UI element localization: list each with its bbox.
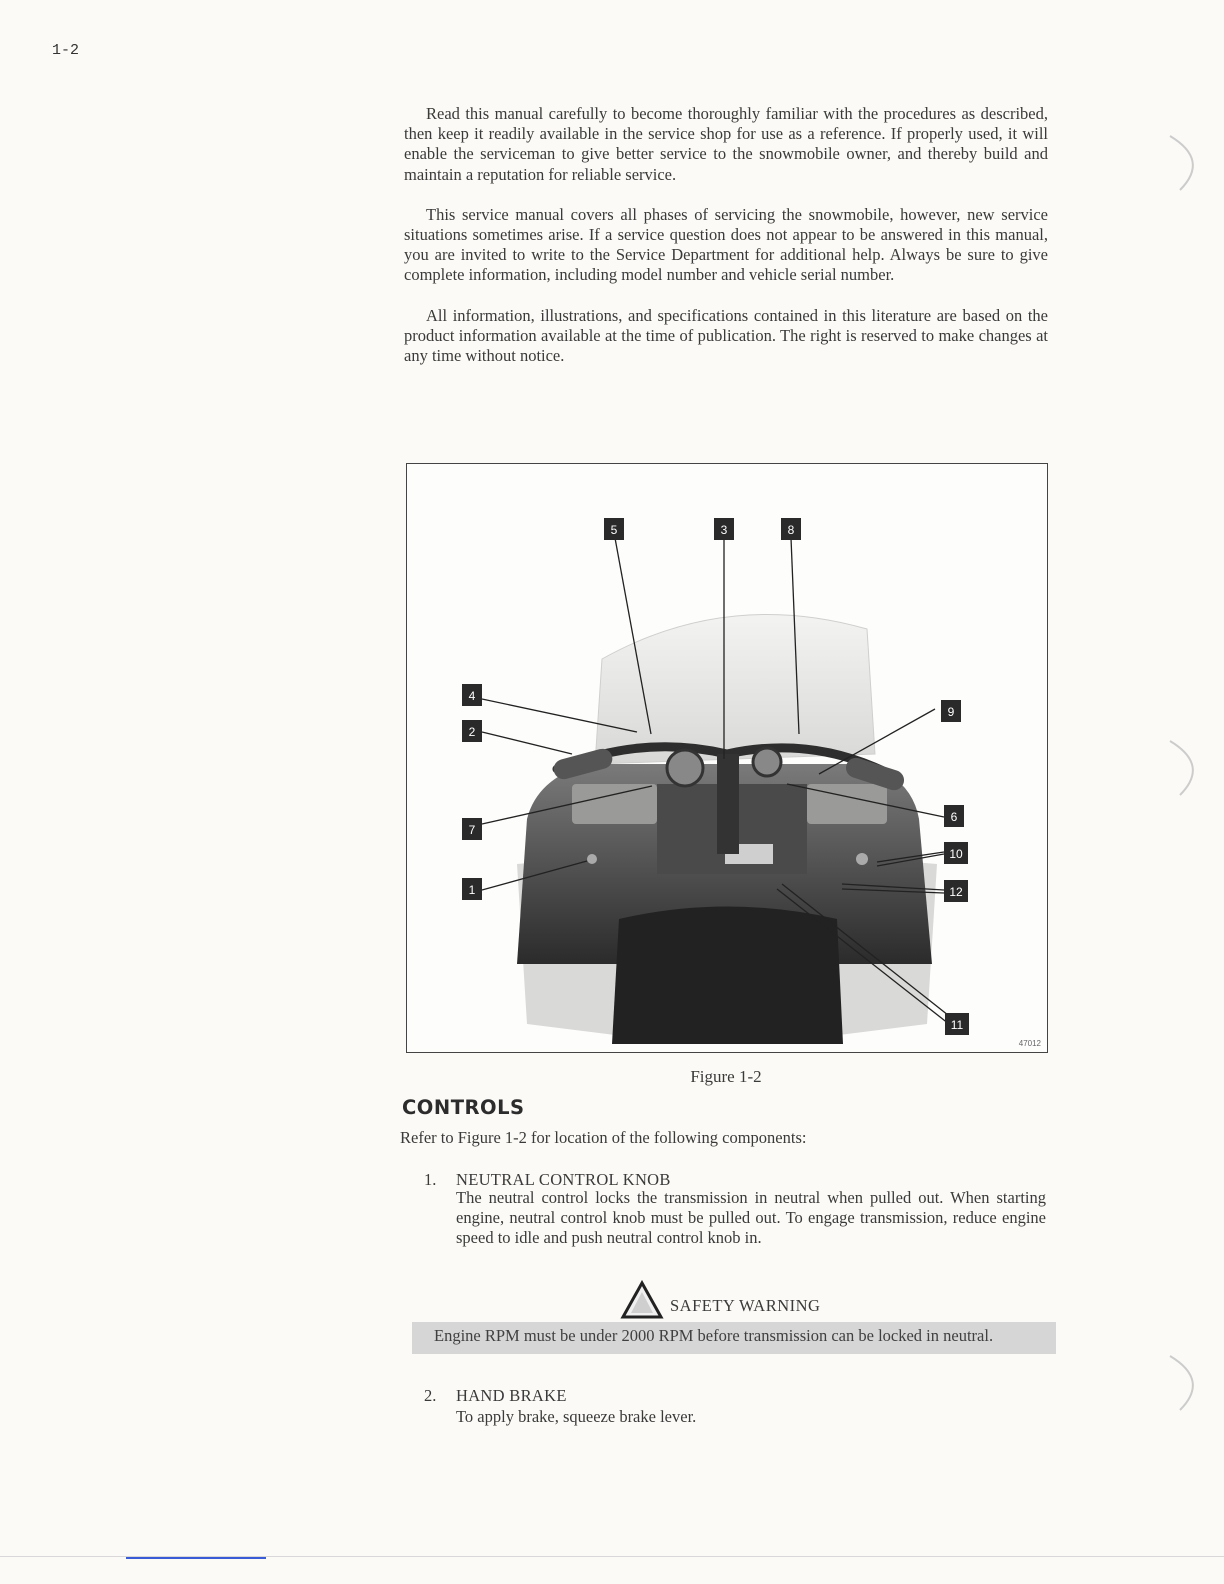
intro-paragraph: This service manual covers all phases of servicing the snowmobile, however, new service situations sometimes arise. If a service question does not appear to be answered in this manual, you are invited to write to the Service Department for additional help. Always be sure to give complete information, including model number and vehicle serial number. [404, 204, 1048, 285]
intro-paragraph: All information, illustrations, and specifications contained in this literature are based on the product information available at the time of publication. The right is reserved to make changes at any time without notice. [404, 305, 1048, 366]
callout-5: 5 [610, 523, 618, 537]
callout-4: 4 [468, 689, 476, 703]
item-body: The neutral control locks the transmission in neutral when pulled out. When starting engine, neutral control knob must be pulled out. To engage transmission, reduce engine speed to idle and push neutral control knob in. [456, 1188, 1046, 1247]
gauge-right [753, 748, 781, 776]
steering-post [717, 754, 739, 854]
punch-hole-mark [1150, 735, 1220, 805]
callout-8: 8 [787, 523, 795, 537]
windshield [595, 614, 875, 764]
callout-12: 12 [949, 885, 963, 899]
safety-warning-header [620, 1280, 820, 1320]
figure-snowmobile-controls [406, 463, 1048, 1053]
callout-7: 7 [468, 823, 476, 837]
figure-code: 47012 [1018, 1039, 1041, 1048]
figure-caption: Figure 1-2 [690, 1067, 762, 1086]
callout-2: 2 [468, 725, 476, 739]
item-number: 2. [424, 1386, 437, 1405]
gauge-left [667, 750, 703, 786]
intro-text [404, 104, 1048, 386]
safety-warning-label: SAFETY WARNING [670, 1296, 821, 1315]
refer-text: Refer to Figure 1-2 for location of the following components: [400, 1128, 807, 1147]
callout-9: 9 [947, 705, 955, 719]
item-body: To apply brake, squeeze brake lever. [456, 1407, 697, 1426]
callout-11: 11 [950, 1018, 964, 1032]
dash-panel-right [807, 784, 887, 824]
punch-hole-mark [1150, 130, 1220, 200]
seat [612, 907, 843, 1045]
punch-hole-mark [1150, 1350, 1220, 1420]
page-number: 1-2 [52, 42, 80, 59]
intro-paragraph: Read this manual carefully to become thoroughly familiar with the procedures as described, then keep it readily available in the service shop for use as a reference. If properly used, it will enable the serviceman to give better service to the snowmobile owner, and thereby build and maintain a reputation for reliable service. [404, 104, 1048, 184]
callout-10: 10 [949, 847, 963, 861]
callout-6: 6 [950, 810, 958, 824]
switch [856, 853, 868, 865]
dash-panel-left [572, 784, 657, 824]
item-title: NEUTRAL CONTROL KNOB [456, 1170, 671, 1189]
warning-triangle-icon [620, 1280, 664, 1320]
switch [587, 854, 597, 864]
section-heading: CONTROLS [402, 1096, 525, 1119]
callout-1: 1 [468, 883, 476, 897]
safety-warning-box: Engine RPM must be under 2000 RPM before transmission can be locked in neutral. [412, 1322, 1056, 1354]
bottom-accent-line [126, 1557, 266, 1559]
item-title: HAND BRAKE [456, 1386, 567, 1405]
snowmobile-photo [407, 464, 1047, 1052]
item-number: 1. [424, 1170, 437, 1189]
callout-3: 3 [720, 523, 728, 537]
